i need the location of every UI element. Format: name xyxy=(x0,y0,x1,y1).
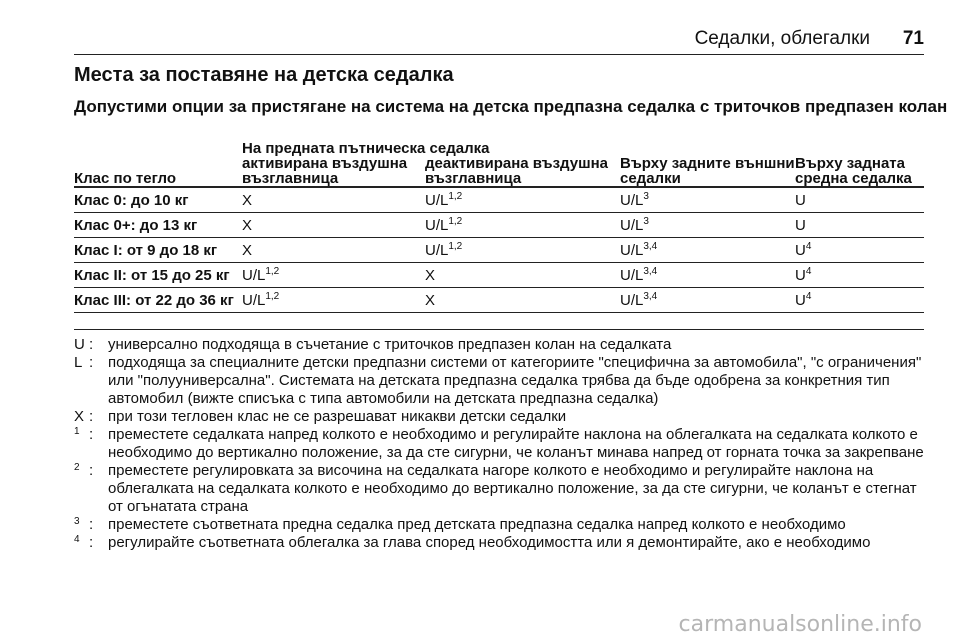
cell-value: U/L xyxy=(425,216,449,234)
cell-value: X xyxy=(242,191,253,209)
table-row xyxy=(74,263,924,288)
legend-key-label: U xyxy=(74,336,85,353)
cell-footnote-ref: 3 xyxy=(643,215,649,227)
table-row xyxy=(74,213,924,238)
table-group-header-row xyxy=(74,130,924,156)
cell-footnote-ref: 3 xyxy=(643,190,649,202)
cell-value: U xyxy=(795,291,806,309)
legend-key-label: X xyxy=(74,408,85,425)
cell-value: U xyxy=(795,216,806,234)
cell-footnote-ref: 3,4 xyxy=(643,290,658,302)
cell-value: U/L xyxy=(242,291,266,309)
legend-key xyxy=(74,336,89,354)
legend-key xyxy=(74,408,89,426)
legend-item xyxy=(74,336,926,354)
cell-value: U/L xyxy=(425,241,449,259)
page-header xyxy=(74,26,924,55)
cell-value: U/L xyxy=(620,291,644,309)
compatibility-table xyxy=(74,130,924,313)
cell-value: U xyxy=(795,191,806,209)
legend-separator: : xyxy=(89,408,94,425)
table-body xyxy=(74,187,924,313)
table-cell xyxy=(425,288,620,313)
col-header-airbag-active: активирана въздушна възглавница xyxy=(242,156,425,187)
legend-item xyxy=(74,516,926,534)
cell-footnote-ref: 1,2 xyxy=(448,190,463,202)
legend-key-label: 3 xyxy=(74,516,80,527)
col-header-rear-outer: Върху задните външни седалки xyxy=(620,155,795,187)
legend-text: подходяща за специалните детски предпазни системи от категориите "специфична за автомобила", "с ограничения" или "полууниверсална". Системата на детската предпазна седалка трябва да бъде одобрена за конкретния тип автомобил (вижте списъка с типа автомобили на детската предпазна седалка) xyxy=(108,354,922,407)
cell-footnote-ref: 1,2 xyxy=(265,290,280,302)
table-cell xyxy=(795,288,924,313)
cell-value: X xyxy=(242,216,253,234)
page-number: 71 xyxy=(902,28,924,49)
cell-footnote-ref: 4 xyxy=(805,290,812,302)
table-cell xyxy=(795,213,924,238)
cell-value: U/L xyxy=(620,191,644,209)
legend-key xyxy=(74,426,89,462)
table-cell xyxy=(620,263,795,288)
row-weight-class xyxy=(74,187,242,213)
legend-key xyxy=(74,462,89,516)
legend-key-label: 2 xyxy=(74,462,80,473)
table-cell xyxy=(242,187,425,213)
table-cell xyxy=(795,238,924,263)
table-cell xyxy=(242,263,425,288)
table-row xyxy=(74,288,924,313)
legend-item xyxy=(74,426,926,462)
table-cell xyxy=(795,263,924,288)
cell-value: Клас I: от 9 до 18 кг xyxy=(74,241,218,259)
legend-item xyxy=(74,408,926,426)
col-header-weight-class: Клас по тегло xyxy=(74,156,242,187)
legend-item xyxy=(74,534,926,552)
cell-footnote-ref: 1,2 xyxy=(448,215,463,227)
cell-value: U/L xyxy=(620,241,644,259)
legend-text: при този тегловен клас не се разрешават никакви детски седалки xyxy=(108,408,567,425)
legend-notes xyxy=(74,336,926,552)
table-cell xyxy=(620,213,795,238)
legend-separator: : xyxy=(89,354,94,371)
legend-key xyxy=(74,534,89,552)
table-cell xyxy=(242,288,425,313)
legend-separator: : xyxy=(89,336,94,353)
cell-value: X xyxy=(425,266,436,284)
row-weight-class xyxy=(74,238,242,263)
table-row xyxy=(74,238,924,263)
group-header-front-seat: На предната пътническа седалка xyxy=(242,140,490,157)
row-weight-class xyxy=(74,213,242,238)
watermark: carmanualsonline.info xyxy=(678,612,922,637)
legend-key-label: 4 xyxy=(74,534,80,545)
cell-value: U/L xyxy=(425,191,449,209)
cell-value: Клас 0: до 10 кг xyxy=(74,191,189,209)
cell-footnote-ref: 4 xyxy=(805,240,812,252)
table-cell xyxy=(425,187,620,213)
table-cell xyxy=(620,187,795,213)
table-cell xyxy=(425,213,620,238)
cell-footnote-ref: 3,4 xyxy=(643,265,658,277)
table-cell xyxy=(620,238,795,263)
cell-value: X xyxy=(242,241,253,259)
legend-item xyxy=(74,462,926,516)
legend-text: преместете седалката напред колкото е необходимо и регулирайте наклона на облегалката на седалката колкото е необходимо до вертикално положение, за да сте сигурни, че коланът минава напред от горната точка за закрепване xyxy=(108,426,924,461)
cell-footnote-ref: 3,4 xyxy=(643,240,658,252)
cell-footnote-ref: 1,2 xyxy=(265,265,280,277)
legend-key-label: 1 xyxy=(74,426,80,437)
table-cell xyxy=(795,187,924,213)
cell-footnote-ref: 1,2 xyxy=(448,240,463,252)
legend-text: регулирайте съответната облегалка за глава според необходимостта или я демонтирайте, ако е необходимо xyxy=(108,534,871,551)
cell-value: Клас II: от 15 до 25 кг xyxy=(74,266,230,284)
table-cell xyxy=(620,288,795,313)
section-title: Седалки, облегалки xyxy=(694,28,870,49)
legend-text: преместете регулировката за височина на седалката нагоре колкото е необходимо и регулирайте наклона на облегалката на седалката колкото е необходимо до вертикално положение, за да сте сигурни, че коланът е стегнат от огънатата страна xyxy=(108,462,917,515)
cell-value: Клас 0+: до 13 кг xyxy=(74,216,198,234)
cell-value: U/L xyxy=(242,266,266,284)
legend-separator: : xyxy=(89,426,94,443)
cell-value: U xyxy=(795,266,806,284)
col-header-rear-center: Върху задната средна седалка xyxy=(795,156,924,187)
legend-separator: : xyxy=(89,534,94,551)
legend-key xyxy=(74,354,89,408)
legend-key xyxy=(74,516,89,534)
table-row xyxy=(74,187,924,213)
cell-value: X xyxy=(425,291,436,309)
cell-value: U xyxy=(795,241,806,259)
row-weight-class xyxy=(74,263,242,288)
cell-footnote-ref: 4 xyxy=(805,265,812,277)
sub-heading: Допустими опции за пристягане на система на детска предпазна седалка с триточков предпазен колан xyxy=(74,97,948,116)
cell-value: U/L xyxy=(620,216,644,234)
divider xyxy=(74,329,924,330)
legend-separator: : xyxy=(89,462,94,479)
cell-value: U/L xyxy=(620,266,644,284)
legend-key-label: L xyxy=(74,354,83,371)
table-cell xyxy=(425,238,620,263)
legend-text: универсално подходяща в съчетание с триточков предпазен колан на седалката xyxy=(108,336,672,353)
table-cell xyxy=(425,263,620,288)
legend-text: преместете съответната предна седалка пред детската предпазна седалка напред колкото е необходимо xyxy=(108,516,846,533)
legend-item xyxy=(74,354,926,408)
cell-value: Клас III: от 22 до 36 кг xyxy=(74,291,234,309)
table-cell xyxy=(242,213,425,238)
row-weight-class xyxy=(74,288,242,313)
col-header-airbag-deactivated: деактивирана въздушна възглавница xyxy=(425,156,620,187)
legend-separator: : xyxy=(89,516,94,533)
main-heading: Места за поставяне на детска седалка xyxy=(74,64,454,86)
table-header-row xyxy=(74,156,924,187)
table-cell xyxy=(242,238,425,263)
